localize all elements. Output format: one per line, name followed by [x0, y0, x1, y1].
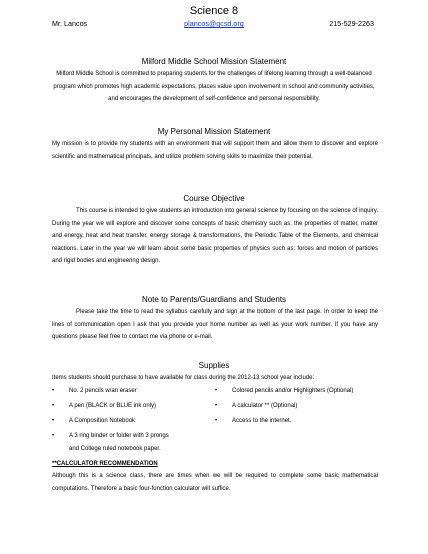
teacher-phone: 215-529-2263 [329, 19, 374, 28]
list-item: • No. 2 pencils w/an eraser [52, 385, 176, 398]
supplies-heading: Supplies [198, 361, 230, 370]
list-item: • A Composition Notebook [52, 415, 176, 428]
note-body: Please take the time to read the syllabus carefully and sign at the bottom of the last page. In order to keep the lines of communication open I ask that you provide your home number as well as your work number. If you have any questions please feel free to contact me via phone or e-mail. [52, 309, 378, 341]
bullet-icon: • [215, 418, 218, 425]
bullet-icon: • [52, 403, 55, 410]
personal-mission-text: My mission is to provide my students with an environment that will support them and allow them to discover and explore scientific and mathematical principals, and utilize problem solving skills to maximize their potential. [52, 141, 378, 160]
teacher-name: Mr. Lancos [52, 19, 88, 28]
list-item: • A calculator ** (Optional) [215, 400, 385, 413]
note-text [52, 306, 378, 344]
bullet-icon: • [215, 403, 218, 410]
calculator-text: Although this is a science class, there are times when we will be required to complete some basic mathematical computations. Therefore a basic four-function calculator will suffice. [52, 473, 378, 492]
school-mission-text: Milford Middle School is committed to preparing students for the challenges of lifelong learning through a well-balanced program which promotes high academic expectations, places value upon involvement in school and community activities, and encourages the development of self-confidence and personal responsibility. [53, 71, 375, 103]
course-objective-heading: Course Objective [183, 194, 245, 203]
supplies-intro: Items students should purchase to have available for class during the 2012-13 school year include: [52, 375, 315, 381]
calculator-heading: **CALCULATOR RECOMMENDATION [52, 461, 158, 467]
course-objective-body: This course is intended to give students an introduction into general science by focusing on the science of inquiry. During the year we will explore and discover some concepts of basic chemistry such as: the properties of matter, matter and energy, heat and heat transfer, energy storage & transformations, the Periodic Table of the Elements, and chemical reactions. Later in the year we will learn about some basic properties of physics such as: forces and motion of particles and rigid bodies and engineering design. [52, 208, 378, 265]
list-item: • Colored pencils and/or Highlighters (Optional) [215, 385, 385, 398]
school-mission-heading: Milford Middle School Mission Statement [141, 57, 287, 66]
teacher-email-link[interactable]: plancos@gcsd.org [184, 19, 244, 28]
supplies-list-left [52, 385, 176, 458]
supplies-list-right [215, 385, 385, 430]
bullet-icon: • [215, 388, 218, 394]
bullet-icon: • [52, 418, 55, 425]
bullet-icon: • [52, 388, 55, 394]
personal-mission-heading: My Personal Mission Statement [157, 127, 271, 136]
course-objective-text [52, 205, 378, 268]
page-title: Science 8 [189, 5, 239, 17]
list-item: • A 3 ring binder or folder with 3 prongs and College ruled notebook paper. [52, 430, 176, 455]
list-item: • Access to the internet. [215, 415, 385, 428]
bullet-icon: • [52, 433, 55, 440]
list-item: • A pen (BLACK or BLUE ink only) [52, 400, 176, 413]
note-heading: Note to Parents/Guardians and Students [141, 295, 287, 304]
